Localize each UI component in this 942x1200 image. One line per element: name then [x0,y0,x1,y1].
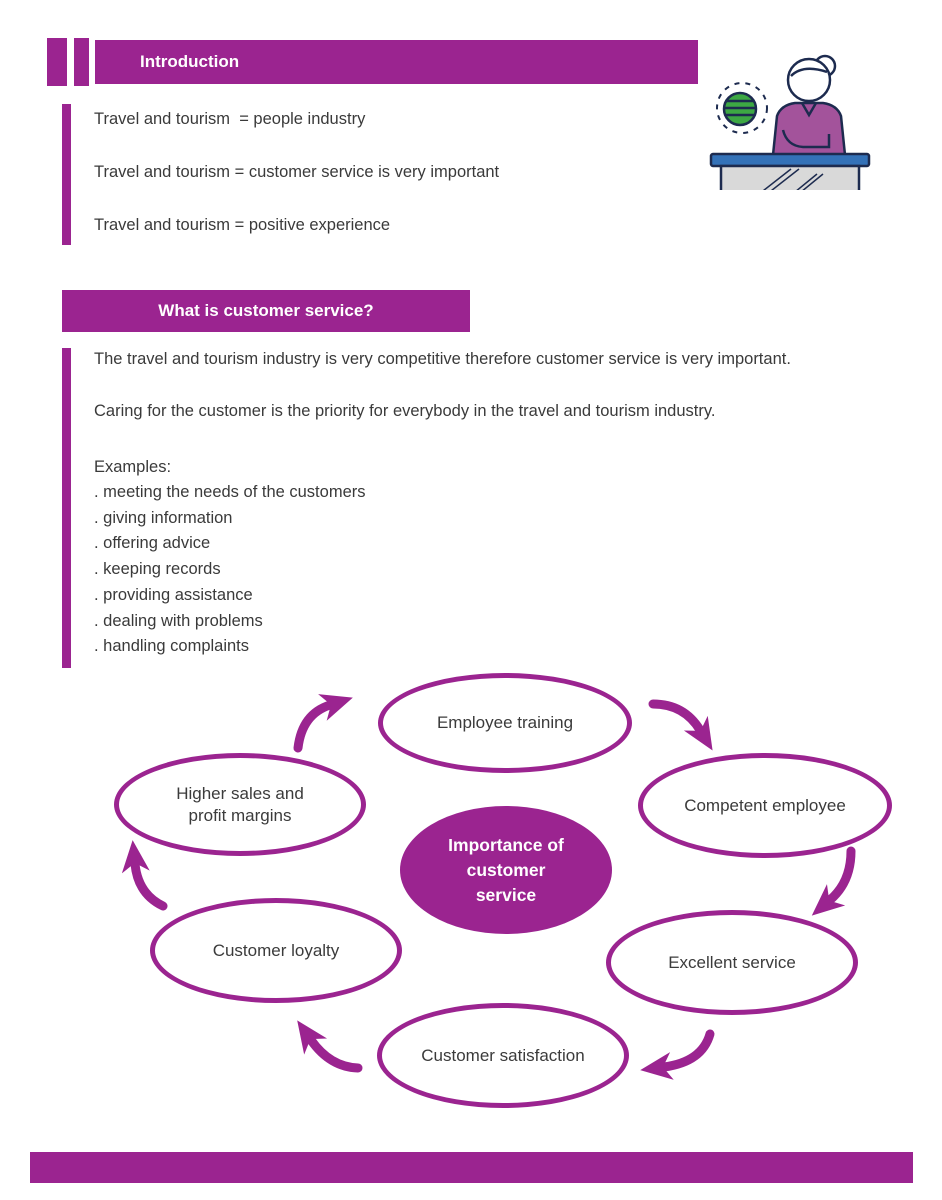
diagram-node-employee-training [378,673,632,773]
node-label: Employee training [436,713,574,732]
example-item: . meeting the needs of the customers [94,483,366,501]
globe-icon [723,93,757,125]
receptionist-icon [773,56,845,155]
what-is-paragraph: Caring for the customer is the priority for everybody in the travel and tourism industry. [94,402,716,420]
section-title-introduction: Introduction [140,52,240,71]
intro-text-block [62,104,702,245]
diagram-node-competent-employee [638,753,892,858]
intro-line: Travel and tourism = people industry [94,110,366,128]
arrow-to-competent-employee [653,704,700,730]
arrow-to-excellent-service [830,851,851,900]
desk-icon [711,154,869,190]
example-item: . providing assistance [94,585,253,604]
diagram-node-customer-satisfaction [377,1003,629,1108]
receptionist-desk-globe-icon [703,42,878,190]
arrow-to-employee-training [298,705,330,748]
node-label: Excellent service [668,952,796,972]
examples-label: Examples: [94,458,172,476]
intro-line: Travel and tourism = positive experience [94,216,391,234]
section-header-introduction [95,40,698,84]
accent-block-1 [47,38,67,86]
example-item: . handling complaints [94,637,250,656]
example-item: . offering advice [94,534,211,553]
importance-cycle-diagram [0,668,942,1120]
what-is-text-block [62,348,942,668]
node-label: Customer satisfaction [421,1045,585,1065]
arrow-to-customer-loyalty [311,1040,358,1068]
diagram-center-importance-of-customer-service [400,806,612,934]
node-label: Customer loyalty [212,940,340,960]
what-is-paragraph: The travel and tourism industry is very competitive therefore customer service is very important. [94,350,791,368]
receptionist-illustration [703,42,878,190]
arrow-to-higher-sales [135,864,163,906]
diagram-node-customer-loyalty [150,898,402,1003]
example-item: . giving information [94,508,233,527]
section-title-what-is-customer-service: What is customer service? [158,301,374,320]
example-item: . dealing with problems [94,611,263,630]
diagram-node-excellent-service [606,910,858,1015]
node-label: Higher sales and profit margins [176,783,304,825]
section-header-what-is-customer-service [62,290,470,332]
example-item: . keeping records [94,560,221,579]
intro-line: Travel and tourism = customer service is very important [94,163,500,181]
center-label: Importance of customer service [448,834,564,905]
node-label: Competent employee [684,795,846,815]
arrow-to-customer-satisfaction [664,1034,710,1067]
footer-accent-bar [30,1152,913,1183]
diagram-node-higher-sales-profit-margins [114,753,366,856]
accent-block-2 [74,38,89,86]
